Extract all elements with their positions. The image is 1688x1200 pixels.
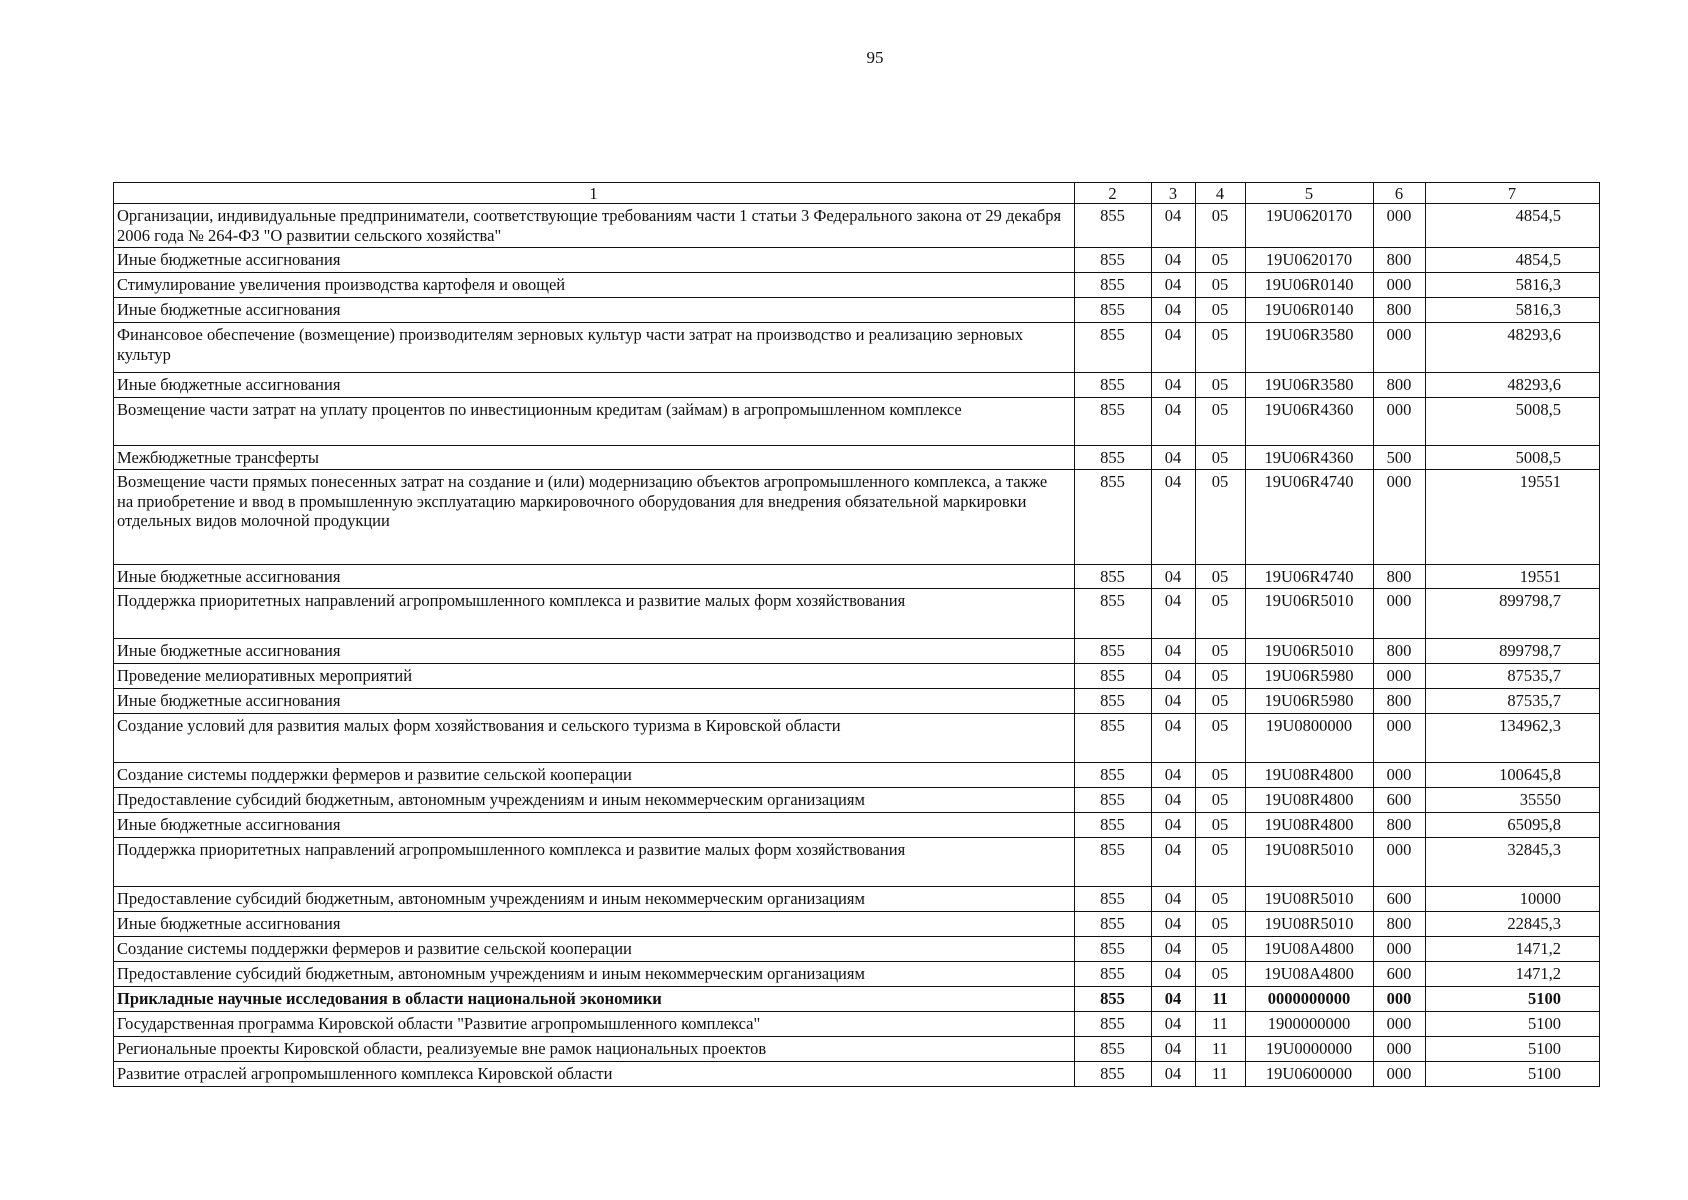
- row-section-cell: 04: [1152, 689, 1196, 714]
- row-target-article-cell: 19U06R5010: [1246, 639, 1374, 664]
- table-row: [114, 987, 1600, 1012]
- row-expense-type-cell: 600: [1374, 962, 1426, 987]
- row-target-article-cell: 1900000000: [1246, 1012, 1374, 1037]
- table-row: [114, 398, 1600, 446]
- row-name-cell: Стимулирование увеличения производства картофеля и овощей: [114, 273, 1075, 298]
- row-section-cell: 04: [1152, 912, 1196, 937]
- row-ved-cell: 855: [1075, 273, 1152, 298]
- row-ved-cell: 855: [1075, 323, 1152, 373]
- row-ved-cell: 855: [1075, 204, 1152, 248]
- row-section-cell: 04: [1152, 838, 1196, 887]
- row-name-cell: Иные бюджетные ассигнования: [114, 912, 1075, 937]
- row-amount-cell: 899798,7: [1426, 639, 1600, 664]
- row-section-cell: 04: [1152, 664, 1196, 689]
- row-name-cell: Иные бюджетные ассигнования: [114, 565, 1075, 589]
- row-amount-cell: 4854,5: [1426, 204, 1600, 248]
- row-amount-cell: 5100: [1426, 987, 1600, 1012]
- row-ved-cell: 855: [1075, 639, 1152, 664]
- row-ved-cell: 855: [1075, 398, 1152, 446]
- row-subsection-cell: 05: [1196, 763, 1246, 788]
- budget-table: [113, 182, 1600, 1087]
- row-expense-type-cell: 800: [1374, 639, 1426, 664]
- row-name-cell: Иные бюджетные ассигнования: [114, 639, 1075, 664]
- row-subsection-cell: 05: [1196, 838, 1246, 887]
- row-expense-type-cell: 800: [1374, 565, 1426, 589]
- row-target-article-cell: 19U06R3580: [1246, 373, 1374, 398]
- row-name-cell: Создание условий для развития малых форм хозяйствования и сельского туризма в Кировской области: [114, 714, 1075, 763]
- row-expense-type-cell: 000: [1374, 937, 1426, 962]
- row-target-article-cell: 19U08R5010: [1246, 887, 1374, 912]
- row-section-cell: 04: [1152, 1062, 1196, 1087]
- row-amount-cell: 5008,5: [1426, 446, 1600, 470]
- row-target-article-cell: 19U06R5010: [1246, 589, 1374, 639]
- header-cell-6: 6: [1374, 183, 1426, 204]
- row-amount-cell: 134962,3: [1426, 714, 1600, 763]
- row-name-cell: Возмещение части затрат на уплату процентов по инвестиционным кредитам (займам) в агропромышленном комплексе: [114, 398, 1075, 446]
- row-expense-type-cell: 000: [1374, 323, 1426, 373]
- table-row: [114, 373, 1600, 398]
- table-row: [114, 565, 1600, 589]
- row-subsection-cell: 05: [1196, 248, 1246, 273]
- row-name-cell: Иные бюджетные ассигнования: [114, 689, 1075, 714]
- table-row: [114, 763, 1600, 788]
- page-number: 95: [866, 48, 884, 67]
- row-section-cell: 04: [1152, 373, 1196, 398]
- row-amount-cell: 5100: [1426, 1062, 1600, 1087]
- row-amount-cell: 10000: [1426, 887, 1600, 912]
- table-row: [114, 1012, 1600, 1037]
- row-expense-type-cell: 600: [1374, 788, 1426, 813]
- row-target-article-cell: 19U06R5980: [1246, 664, 1374, 689]
- row-amount-cell: 5816,3: [1426, 298, 1600, 323]
- table-row: [114, 323, 1600, 373]
- row-target-article-cell: 19U06R3580: [1246, 323, 1374, 373]
- row-subsection-cell: 05: [1196, 887, 1246, 912]
- row-section-cell: 04: [1152, 446, 1196, 470]
- table-row: [114, 714, 1600, 763]
- row-subsection-cell: 05: [1196, 204, 1246, 248]
- row-subsection-cell: 05: [1196, 788, 1246, 813]
- row-target-article-cell: 19U08R4800: [1246, 813, 1374, 838]
- row-subsection-cell: 05: [1196, 565, 1246, 589]
- row-target-article-cell: 19U0600000: [1246, 1062, 1374, 1087]
- row-amount-cell: 19551: [1426, 470, 1600, 565]
- row-amount-cell: 48293,6: [1426, 373, 1600, 398]
- row-ved-cell: 855: [1075, 937, 1152, 962]
- row-name-cell: Поддержка приоритетных направлений агропромышленного комплекса и развитие малых форм хозяйствования: [114, 838, 1075, 887]
- row-name-cell: Предоставление субсидий бюджетным, автономным учреждениям и иным некоммерческим организациям: [114, 962, 1075, 987]
- row-name-cell: Развитие отраслей агропромышленного комплекса Кировской области: [114, 1062, 1075, 1087]
- table-row: [114, 912, 1600, 937]
- row-amount-cell: 35550: [1426, 788, 1600, 813]
- row-target-article-cell: 19U0000000: [1246, 1037, 1374, 1062]
- table-row: [114, 446, 1600, 470]
- row-subsection-cell: 05: [1196, 373, 1246, 398]
- row-section-cell: 04: [1152, 962, 1196, 987]
- row-ved-cell: 855: [1075, 1037, 1152, 1062]
- row-expense-type-cell: 000: [1374, 470, 1426, 565]
- row-expense-type-cell: 000: [1374, 589, 1426, 639]
- row-section-cell: 04: [1152, 565, 1196, 589]
- row-subsection-cell: 11: [1196, 987, 1246, 1012]
- row-name-cell: Возмещение части прямых понесенных затрат на создание и (или) модернизацию объектов агропромышленного комплекса, а также на приобретение и ввод в промышленную эксплуатацию маркировочного оборудования для внедрения обязательной маркировки отдельных видов молочной продукции: [114, 470, 1075, 565]
- table-row: [114, 664, 1600, 689]
- row-section-cell: 04: [1152, 813, 1196, 838]
- row-section-cell: 04: [1152, 937, 1196, 962]
- row-amount-cell: 5008,5: [1426, 398, 1600, 446]
- row-target-article-cell: 19U0620170: [1246, 204, 1374, 248]
- row-section-cell: 04: [1152, 298, 1196, 323]
- table-row: [114, 470, 1600, 565]
- row-target-article-cell: 0000000000: [1246, 987, 1374, 1012]
- row-section-cell: 04: [1152, 589, 1196, 639]
- table-row: [114, 813, 1600, 838]
- row-section-cell: 04: [1152, 788, 1196, 813]
- row-expense-type-cell: 000: [1374, 838, 1426, 887]
- table-row: [114, 838, 1600, 887]
- row-expense-type-cell: 000: [1374, 204, 1426, 248]
- row-amount-cell: 100645,8: [1426, 763, 1600, 788]
- row-name-cell: Межбюджетные трансферты: [114, 446, 1075, 470]
- row-section-cell: 04: [1152, 248, 1196, 273]
- row-section-cell: 04: [1152, 273, 1196, 298]
- row-expense-type-cell: 000: [1374, 1012, 1426, 1037]
- row-ved-cell: 855: [1075, 373, 1152, 398]
- row-amount-cell: 65095,8: [1426, 813, 1600, 838]
- table-row: [114, 248, 1600, 273]
- row-ved-cell: 855: [1075, 298, 1152, 323]
- row-name-cell: Создание системы поддержки фермеров и развитие сельской кооперации: [114, 937, 1075, 962]
- row-expense-type-cell: 000: [1374, 714, 1426, 763]
- table-row: [114, 887, 1600, 912]
- row-name-cell: Иные бюджетные ассигнования: [114, 248, 1075, 273]
- row-ved-cell: 855: [1075, 664, 1152, 689]
- row-ved-cell: 855: [1075, 1062, 1152, 1087]
- row-subsection-cell: 05: [1196, 962, 1246, 987]
- row-ved-cell: 855: [1075, 912, 1152, 937]
- row-name-cell: Предоставление субсидий бюджетным, автономным учреждениям и иным некоммерческим организациям: [114, 788, 1075, 813]
- row-ved-cell: 855: [1075, 987, 1152, 1012]
- row-amount-cell: 19551: [1426, 565, 1600, 589]
- table-row: [114, 298, 1600, 323]
- row-ved-cell: 855: [1075, 813, 1152, 838]
- row-subsection-cell: 11: [1196, 1037, 1246, 1062]
- row-section-cell: 04: [1152, 204, 1196, 248]
- table-row: [114, 1062, 1600, 1087]
- row-ved-cell: 855: [1075, 763, 1152, 788]
- row-expense-type-cell: 800: [1374, 813, 1426, 838]
- row-name-cell: Иные бюджетные ассигнования: [114, 813, 1075, 838]
- row-name-cell: Организации, индивидуальные предприниматели, соответствующие требованиям части 1 статьи 3 Федерального закона от 29 декабря 2006 года № 264-ФЗ "О развитии сельского хозяйства": [114, 204, 1075, 248]
- row-subsection-cell: 05: [1196, 639, 1246, 664]
- row-expense-type-cell: 000: [1374, 987, 1426, 1012]
- row-expense-type-cell: 800: [1374, 373, 1426, 398]
- row-subsection-cell: 05: [1196, 323, 1246, 373]
- row-ved-cell: 855: [1075, 446, 1152, 470]
- row-ved-cell: 855: [1075, 887, 1152, 912]
- row-section-cell: 04: [1152, 1037, 1196, 1062]
- row-target-article-cell: 19U06R4360: [1246, 446, 1374, 470]
- row-section-cell: 04: [1152, 887, 1196, 912]
- row-ved-cell: 855: [1075, 838, 1152, 887]
- row-target-article-cell: 19U06R5980: [1246, 689, 1374, 714]
- row-target-article-cell: 19U08R5010: [1246, 912, 1374, 937]
- row-expense-type-cell: 800: [1374, 248, 1426, 273]
- row-ved-cell: 855: [1075, 962, 1152, 987]
- row-expense-type-cell: 800: [1374, 689, 1426, 714]
- row-name-cell: Предоставление субсидий бюджетным, автономным учреждениям и иным некоммерческим организациям: [114, 887, 1075, 912]
- row-amount-cell: 1471,2: [1426, 937, 1600, 962]
- table-row: [114, 273, 1600, 298]
- row-expense-type-cell: 500: [1374, 446, 1426, 470]
- row-subsection-cell: 05: [1196, 813, 1246, 838]
- table-row: [114, 204, 1600, 248]
- row-ved-cell: 855: [1075, 470, 1152, 565]
- row-subsection-cell: 05: [1196, 446, 1246, 470]
- row-target-article-cell: 19U08R5010: [1246, 838, 1374, 887]
- table-row: [114, 1037, 1600, 1062]
- row-expense-type-cell: 000: [1374, 398, 1426, 446]
- header-cell-3: 3: [1152, 183, 1196, 204]
- row-name-cell: Государственная программа Кировской области "Развитие агропромышленного комплекса": [114, 1012, 1075, 1037]
- table-body: [114, 183, 1600, 1087]
- row-target-article-cell: 19U06R4360: [1246, 398, 1374, 446]
- row-section-cell: 04: [1152, 714, 1196, 763]
- row-name-cell: Финансовое обеспечение (возмещение) производителям зерновых культур части затрат на производство и реализацию зерновых культур: [114, 323, 1075, 373]
- row-subsection-cell: 05: [1196, 714, 1246, 763]
- row-subsection-cell: 05: [1196, 298, 1246, 323]
- row-section-cell: 04: [1152, 763, 1196, 788]
- row-amount-cell: 87535,7: [1426, 689, 1600, 714]
- table-row: [114, 788, 1600, 813]
- row-section-cell: 04: [1152, 987, 1196, 1012]
- row-expense-type-cell: 000: [1374, 763, 1426, 788]
- row-subsection-cell: 05: [1196, 589, 1246, 639]
- header-cell-1: 1: [114, 183, 1075, 204]
- row-name-cell: Иные бюджетные ассигнования: [114, 373, 1075, 398]
- row-name-cell: Прикладные научные исследования в области национальной экономики: [114, 987, 1075, 1012]
- row-target-article-cell: 19U08A4800: [1246, 937, 1374, 962]
- row-section-cell: 04: [1152, 470, 1196, 565]
- row-amount-cell: 87535,7: [1426, 664, 1600, 689]
- row-name-cell: Создание системы поддержки фермеров и развитие сельской кооперации: [114, 763, 1075, 788]
- row-subsection-cell: 05: [1196, 398, 1246, 446]
- table-row: [114, 962, 1600, 987]
- row-target-article-cell: 19U08R4800: [1246, 788, 1374, 813]
- row-ved-cell: 855: [1075, 714, 1152, 763]
- row-subsection-cell: 05: [1196, 470, 1246, 565]
- row-target-article-cell: 19U06R4740: [1246, 470, 1374, 565]
- row-subsection-cell: 05: [1196, 912, 1246, 937]
- table-row: [114, 589, 1600, 639]
- header-cell-2: 2: [1075, 183, 1152, 204]
- row-ved-cell: 855: [1075, 589, 1152, 639]
- row-subsection-cell: 11: [1196, 1062, 1246, 1087]
- table-row: [114, 689, 1600, 714]
- row-subsection-cell: 05: [1196, 937, 1246, 962]
- row-amount-cell: 32845,3: [1426, 838, 1600, 887]
- row-section-cell: 04: [1152, 1012, 1196, 1037]
- header-cell-5: 5: [1246, 183, 1374, 204]
- row-subsection-cell: 05: [1196, 664, 1246, 689]
- row-target-article-cell: 19U08A4800: [1246, 962, 1374, 987]
- row-expense-type-cell: 800: [1374, 912, 1426, 937]
- row-expense-type-cell: 800: [1374, 298, 1426, 323]
- row-target-article-cell: 19U06R0140: [1246, 298, 1374, 323]
- row-expense-type-cell: 000: [1374, 1037, 1426, 1062]
- row-amount-cell: 1471,2: [1426, 962, 1600, 987]
- row-amount-cell: 5100: [1426, 1037, 1600, 1062]
- row-name-cell: Поддержка приоритетных направлений агропромышленного комплекса и развитие малых форм хозяйствования: [114, 589, 1075, 639]
- row-section-cell: 04: [1152, 323, 1196, 373]
- row-ved-cell: 855: [1075, 248, 1152, 273]
- row-amount-cell: 5816,3: [1426, 273, 1600, 298]
- row-expense-type-cell: 000: [1374, 664, 1426, 689]
- row-ved-cell: 855: [1075, 788, 1152, 813]
- row-target-article-cell: 19U06R4740: [1246, 565, 1374, 589]
- row-name-cell: Проведение мелиоративных мероприятий: [114, 664, 1075, 689]
- table-header-row: [114, 183, 1600, 204]
- table-row: [114, 937, 1600, 962]
- row-subsection-cell: 05: [1196, 273, 1246, 298]
- row-subsection-cell: 11: [1196, 1012, 1246, 1037]
- row-ved-cell: 855: [1075, 689, 1152, 714]
- row-name-cell: Иные бюджетные ассигнования: [114, 298, 1075, 323]
- row-section-cell: 04: [1152, 398, 1196, 446]
- row-amount-cell: 22845,3: [1426, 912, 1600, 937]
- row-expense-type-cell: 600: [1374, 887, 1426, 912]
- table-row: [114, 639, 1600, 664]
- row-amount-cell: 5100: [1426, 1012, 1600, 1037]
- row-ved-cell: 855: [1075, 1012, 1152, 1037]
- row-ved-cell: 855: [1075, 565, 1152, 589]
- row-amount-cell: 48293,6: [1426, 323, 1600, 373]
- header-cell-4: 4: [1196, 183, 1246, 204]
- row-subsection-cell: 05: [1196, 689, 1246, 714]
- row-target-article-cell: 19U0800000: [1246, 714, 1374, 763]
- row-expense-type-cell: 000: [1374, 1062, 1426, 1087]
- row-section-cell: 04: [1152, 639, 1196, 664]
- row-target-article-cell: 19U08R4800: [1246, 763, 1374, 788]
- row-amount-cell: 899798,7: [1426, 589, 1600, 639]
- row-name-cell: Региональные проекты Кировской области, реализуемые вне рамок национальных проектов: [114, 1037, 1075, 1062]
- header-cell-7: 7: [1426, 183, 1600, 204]
- row-expense-type-cell: 000: [1374, 273, 1426, 298]
- row-target-article-cell: 19U06R0140: [1246, 273, 1374, 298]
- row-amount-cell: 4854,5: [1426, 248, 1600, 273]
- row-target-article-cell: 19U0620170: [1246, 248, 1374, 273]
